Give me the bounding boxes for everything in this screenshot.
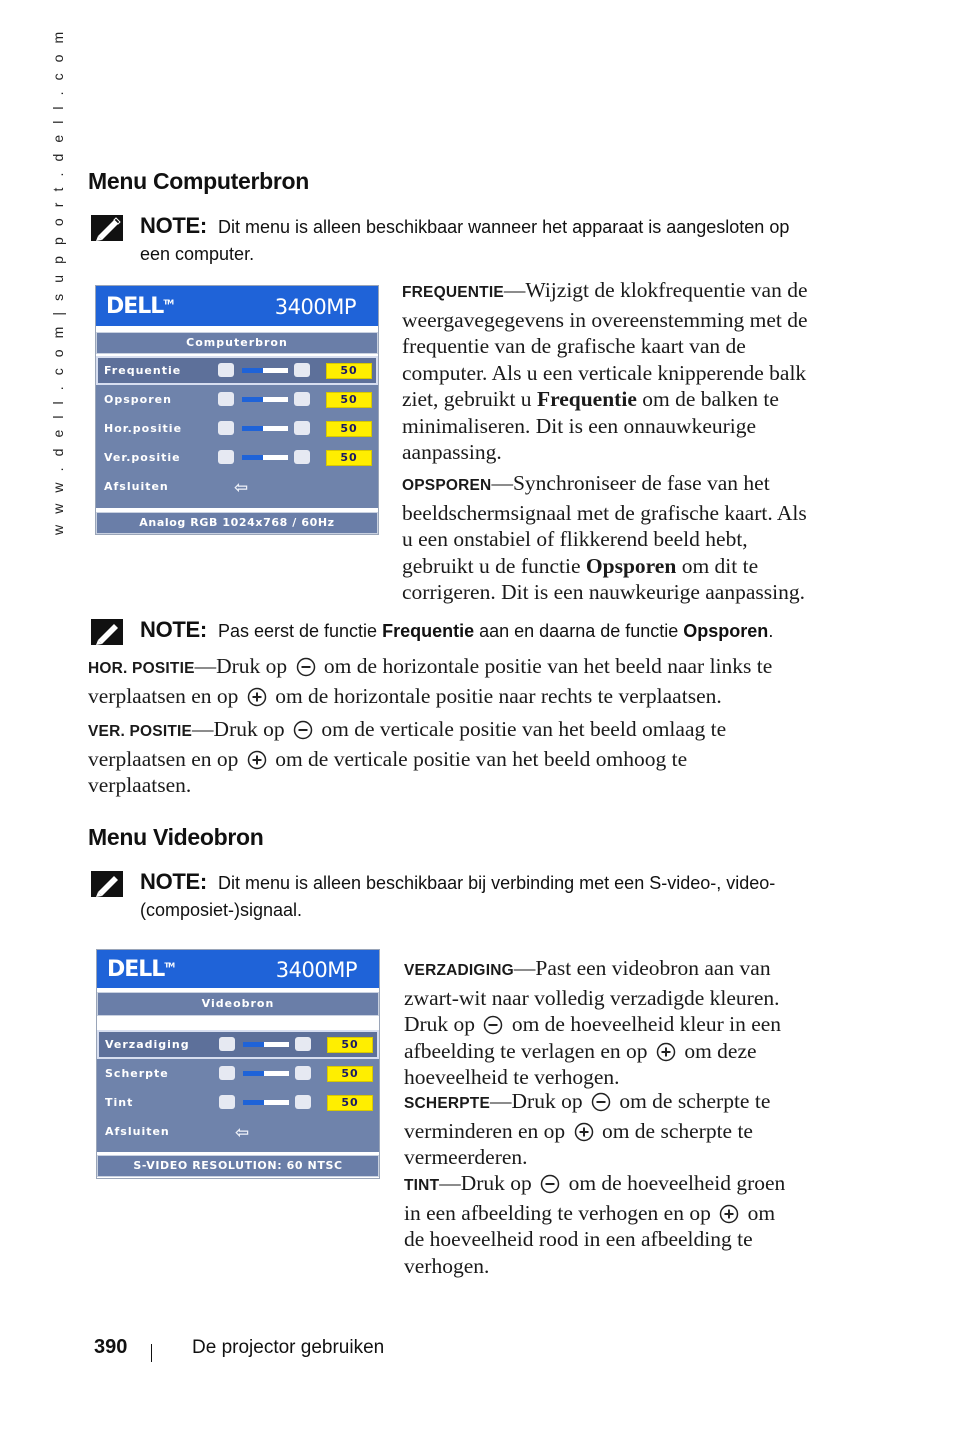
increase-icon [294,363,310,377]
paragraph-verzadiging: VERZADIGING—Past een videobron aan van zwart-wit naar volledig verzadigde kleuren. Druk op om de hoeveelheid kleur in een afbeelding te verlagen en op om deze hoeveelheid te verhogen. [404,956,782,1089]
osd-row[interactable] [96,414,378,443]
lead-verzadiging: VERZADIGING [404,962,514,979]
osd-value-box: 50 [327,1037,373,1053]
osd-row-label: Tint [105,1096,134,1109]
osd-slider-bar[interactable] [243,1071,289,1076]
osd-row[interactable] [97,1088,379,1117]
minus-button-icon [540,1174,560,1194]
osd-slider-bar[interactable] [243,1100,289,1105]
osd-value-box: 50 [327,1095,373,1111]
osd-header [97,950,379,988]
osd-model: 3400MP [275,958,357,982]
osd-title: Videobron [97,992,379,1016]
osd-slider-fill [242,426,263,431]
plus-button-icon [574,1122,594,1142]
osd-slider-bar[interactable] [242,397,288,402]
paragraph-tint: TINT—Druk op om de hoeveelheid groen in een afbeelding te verhogen en op om de hoeveelheid rood in een afbeelding te verhogen. [404,1171,786,1278]
plus-button-icon [247,750,267,770]
osd-slider-fill [242,397,263,402]
osd-row-label: Verzadiging [105,1038,190,1051]
osd-value-box: 50 [327,1066,373,1082]
osd-body [96,356,378,508]
minus-button-icon [483,1015,503,1035]
note-pencil-icon [90,214,124,242]
increase-icon [294,392,310,406]
lead-opsporen: OPSPOREN [402,477,492,494]
note-videobron: NOTE: Dit menu is alleen beschikbaar bij verbinding met een S-video-, video- (composiet-)signaal. [90,868,830,924]
paragraph-ver-positie: VER. POSITIE—Druk op om de verticale positie van het beeld omlaag te verplaatsen en op om de verticale positie van het beeld omhoog te verplaatsen. [88,717,727,797]
plus-button-icon [656,1042,676,1062]
osd-row[interactable] [97,1059,379,1088]
decrease-icon [218,392,234,406]
back-arrow-icon: ⇦ [235,1123,251,1143]
osd-value-box: 50 [326,450,372,466]
osd-row[interactable] [96,443,378,472]
paragraph-scherpte: SCHERPTE—Druk op om de scherpte te verminderen en op om de scherpte te vermeerderen. [404,1089,771,1169]
osd-computerbron-menu [95,285,379,535]
decrease-icon [219,1037,235,1051]
osd-row-label: Frequentie [104,364,182,377]
decrease-icon [218,450,234,464]
osd-row-label: Hor.positie [104,422,183,435]
page-number: 390 [94,1336,128,1358]
paragraph-frequentie: FREQUENTIE—Wijzigt de klokfrequentie van de weergavegegevens in overeenstemming met de frequentie van de grafische kaart van de computer. Als u een verticale knipperende balk ziet, gebruikt u Frequentie om de balken te minimaliseren. Dit is een onnauwkeurige aanpassing. [402,278,808,464]
minus-button-icon [296,657,316,677]
osd-row[interactable] [96,385,378,414]
dell-logo: DELL™ [106,294,174,319]
osd-slider-bar[interactable] [243,1042,289,1047]
footer-chapter: De projector gebruiken [192,1337,385,1358]
note-label: NOTE: [140,213,207,238]
osd-model: 3400MP [274,295,356,319]
osd-slider-fill [243,1100,264,1105]
decrease-icon [218,421,234,435]
osd-slider-fill [243,1042,264,1047]
increase-icon [295,1095,311,1109]
osd-row-label: Opsporen [104,393,172,406]
osd-body [97,1030,379,1152]
increase-icon [294,421,310,435]
dell-logo: DELL™ [107,957,175,982]
decrease-icon [218,363,234,377]
section-heading-computerbron: Menu Computerbron [88,168,310,194]
lead-ver-positie: VER. POSITIE [88,723,193,740]
osd-row-label: Afsluiten [105,1125,170,1138]
osd-row-label: Afsluiten [104,480,169,493]
section-heading-videobron: Menu Videobron [88,824,264,850]
minus-button-icon [591,1092,611,1112]
decrease-icon [219,1095,235,1109]
osd-value-box: 50 [326,363,372,379]
osd-value-box: 50 [326,392,372,408]
osd-value-box: 50 [326,421,372,437]
osd-slider-fill [243,1071,264,1076]
minus-button-icon [293,720,313,740]
increase-icon [294,450,310,464]
osd-header [96,286,378,326]
osd-footer: S-VIDEO RESOLUTION: 60 NTSC [97,1155,379,1177]
note-computerbron [90,212,830,268]
note-frequentie-opsporen: NOTE: Pas eerst de functie Frequentie aan en daarna de functie Opsporen. [90,616,830,645]
plus-button-icon [719,1204,739,1224]
osd-slider-fill [242,455,263,460]
increase-icon [295,1066,311,1080]
osd-row[interactable] [96,472,378,501]
osd-row[interactable] [97,1030,379,1059]
increase-icon [295,1037,311,1051]
plus-button-icon [247,687,267,707]
back-arrow-icon: ⇦ [234,478,250,498]
note-pencil-icon [90,870,124,898]
osd-row-label: Ver.positie [104,451,181,464]
osd-slider-bar[interactable] [242,368,288,373]
paragraph-hor-positie: HOR. POSITIE—Druk op om de horizontale positie van het beeld naar links te verplaatsen en op om de horizontale positie naar rechts te verplaatsen. [88,654,773,708]
osd-row[interactable] [97,1117,379,1146]
lead-hor-positie: HOR. POSITIE [88,660,195,677]
osd-slider-bar[interactable] [242,426,288,431]
osd-title: Computerbron [96,332,378,354]
osd-footer: Analog RGB 1024x768 / 60Hz [96,512,378,534]
note-pencil-icon [90,618,124,646]
footer-divider [151,1344,152,1362]
osd-videobron-menu [96,949,380,1179]
note-text-cont: een computer. [140,244,255,264]
osd-row-label: Scherpte [105,1067,169,1080]
lead-frequentie: FREQUENTIE [402,284,504,301]
osd-slider-bar[interactable] [242,455,288,460]
decrease-icon [219,1066,235,1080]
lead-scherpte: SCHERPTE [404,1095,491,1112]
osd-row[interactable] [96,356,378,385]
lead-tint: TINT [404,1177,440,1194]
paragraph-opsporen: OPSPOREN—Synchroniseer de fase van het beeldschermsignaal met de grafische kaart. Als u een onstabiel of flikkerend beeld hebt, gebruikt u de functie Opsporen om dit te corrigeren. Dit is een nauwkeurige aanpassing. [402,471,807,604]
note-text: Dit menu is alleen beschikbaar wanneer het apparaat is aangesloten op [217,217,790,237]
sidebar-url: w w w . d e l l . c o m | s u p p o r t . d e l l . c o m [50,28,66,535]
osd-slider-fill [242,368,263,373]
